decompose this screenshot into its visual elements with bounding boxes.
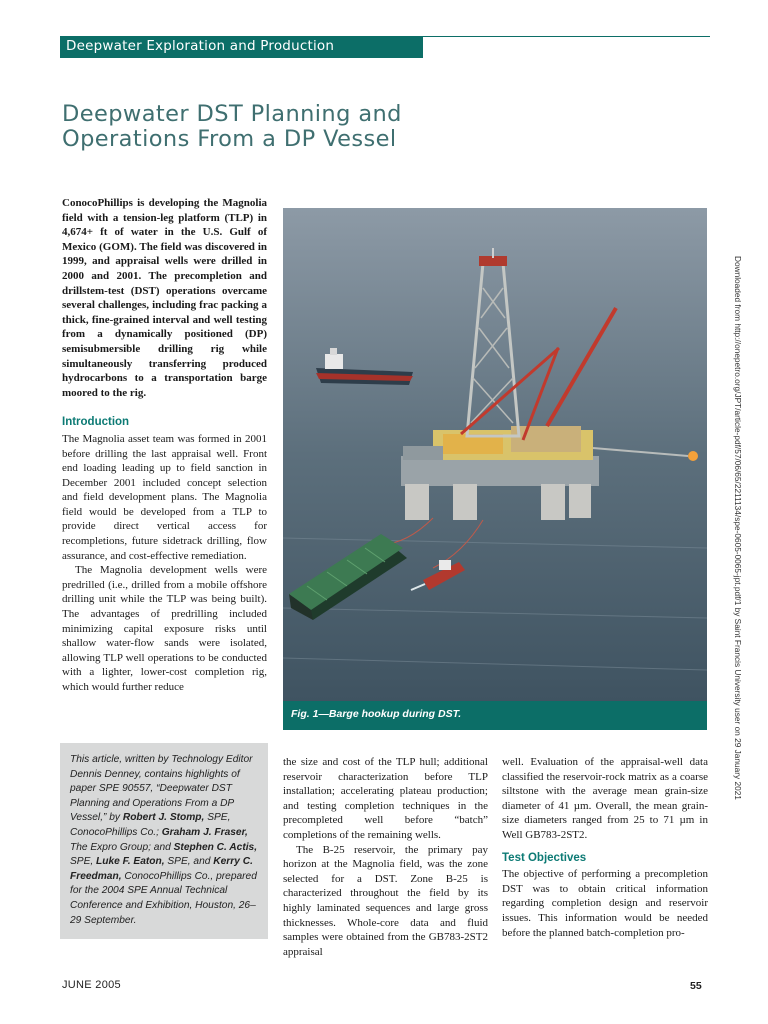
column-3 [502, 755, 708, 940]
title-line-2: Operations From a DP Vessel [62, 126, 397, 152]
credit-text-3: The Expro Group; and [70, 841, 174, 853]
credit-text-5: SPE, and [164, 856, 214, 868]
column-2-paragraph-2: The B-25 reservoir, the primary pay horizon at the Magnolia field, was the zone selected for a DST. Zone B-25 is characterized throughout the field by its highly laminated sequences and large gross thicknesses. Whole-core data and fluid samples were obtained from the GB783-2ST2 appraisal [283, 843, 488, 958]
offshore-rig-image [283, 208, 707, 701]
page-number: 55 [690, 980, 702, 992]
download-watermark: Downloaded from http://onepetro.org/JPT/article-pdf/57/06/65/2211134/spe-0605-0065-jpt.pdf/1 by Saint Francis University user on 29 January 2021 [733, 256, 743, 800]
lead-paragraph: ConocoPhillips is developing the Magnolia field with a tension-leg platform (TLP) in 4,674+ ft of water in the U.S. Gulf of Mexico (GOM). The field was discovered in 1999, and appraisal wells were drilled in 2000 and 2001. The precompletion and drillstem-test (DST) operations overcame several challenges, including frac packing a thick, fine-grained interval and well testing from a dynamically positioned (DP) semisubmersible drilling rig while simultaneously transferring produced hydrocarbons to a transportation barge moored to the rig. [62, 197, 267, 399]
author-1: Robert J. Stomp, [122, 812, 205, 824]
figure-photo-barge-hookup [283, 208, 707, 701]
article-title [62, 102, 622, 152]
article-credit-box [60, 743, 268, 939]
author-3: Stephen C. Actis, [173, 841, 258, 853]
figure-caption: Fig. 1—Barge hookup during DST. [291, 708, 462, 720]
section-label: Deepwater Exploration and Production [66, 38, 335, 54]
author-2: Graham J. Fraser, [161, 826, 248, 838]
column-1 [62, 196, 267, 695]
title-line-1: Deepwater DST Planning and [62, 101, 402, 127]
column-2-paragraph-1: the size and cost of the TLP hull; additional reservoir characterization before TLP installation; accelerating plateau production; and testing completion techniques in the precompleted well before “batch” completions of the remaining wells. [283, 756, 488, 841]
issue-date: JUNE 2005 [62, 979, 121, 991]
credit-text-2: SPE, ConocoPhillips Co.; [70, 812, 231, 838]
author-4: Luke F. Eaton, [96, 856, 165, 868]
introduction-paragraph-1: The Magnolia asset team was formed in 2001 before drilling the last appraisal well. Front end loading leading up to field sanction in December 2001 included concept selection and field development plans. The Magnolia field would be developed from a TLP to provide direct vertical access for recompletions, future sidetrack drilling, flow assurance, and cost-effective remediation. [62, 432, 267, 562]
introduction-heading: Introduction [62, 416, 130, 429]
column-3-paragraph-2: The objective of performing a precompletion DST was to obtain critical information regarding completion design and reservoir issues. This information would be needed before the planned batch-completion pro- [502, 868, 708, 939]
column-3-paragraph-1: well. Evaluation of the appraisal-well data classified the reservoir-rock matrix as a coarse siltstone with the average mean grain-size diameter of 41 µm. Overall, the mean grain-size diameters ranged from 25 to 71 µm in Well GB783-2ST2. [502, 756, 708, 841]
credit-text-1: This article, written by Technology Editor Dennis Denney, contains highlights of paper SPE 90557, “Deepwater DST Planning and Operations From a DP Vessel,” by [70, 754, 253, 824]
test-objectives-heading: Test Objectives [502, 851, 587, 864]
author-5: Kerry C. Freedman, [70, 856, 253, 882]
introduction-paragraph-2: The Magnolia development wells were predrilled (i.e., drilled from a mobile offshore drilling unit while the TLP was being built). The advantages of predrilling included minimizing capital exposure risks until shallow water-flow sands were isolated, allowing TLP well operations to be conducted with a lighter, lower-cost completion rig, which would further reduce [62, 564, 267, 693]
section-banner [60, 36, 423, 58]
credit-text-4: SPE, [70, 856, 97, 868]
column-2 [283, 755, 488, 959]
credit-text-6: ConocoPhillips Co., prepared for the 2004 SPE Annual Technical Conference and Exhibition, Houston, 26–29 September. [70, 870, 257, 926]
figure-caption-bar [283, 701, 707, 730]
